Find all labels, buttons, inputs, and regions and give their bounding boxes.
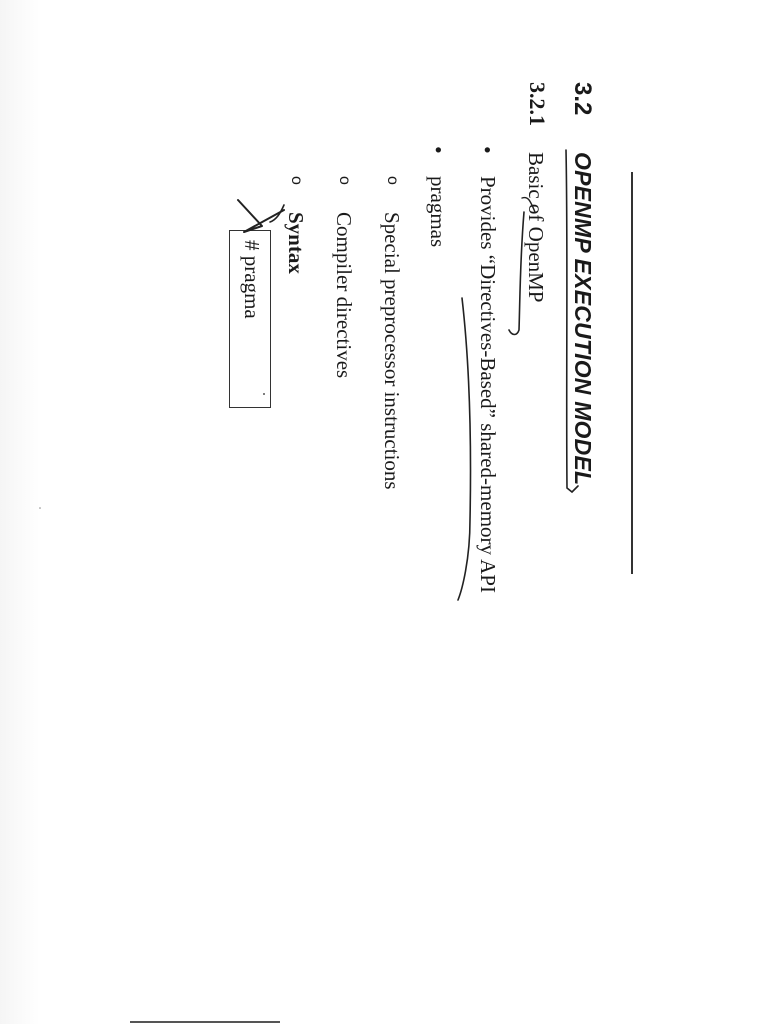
sub-bullet-text-syntax: Syntax [284,212,308,274]
sub-bullet-marker: o [384,176,401,185]
sub-bullet-marker: o [336,176,353,185]
section-title: OPENMP EXECUTION MODEL [570,152,596,486]
pragma-code-text: # pragma [240,240,264,319]
sub-bullet-marker: o [288,176,305,185]
page-bottom-edge [130,1021,280,1023]
bullet-text-pragmas: pragmas [426,176,450,248]
sub-bullet-text-preprocessor: Special preprocessor instructions [380,212,404,490]
subsection-title: Basic of OpenMP [524,152,548,303]
bullet-marker: • [475,146,500,154]
sub-bullet-text-compiler: Compiler directives [332,212,356,379]
bullet-text-api: Provides “Directives-Based” shared-memory API [476,176,500,593]
bullet-marker: • [426,146,451,154]
section-number: 3.2 [569,82,596,116]
subsection-number: 3.2.1 [525,82,550,126]
